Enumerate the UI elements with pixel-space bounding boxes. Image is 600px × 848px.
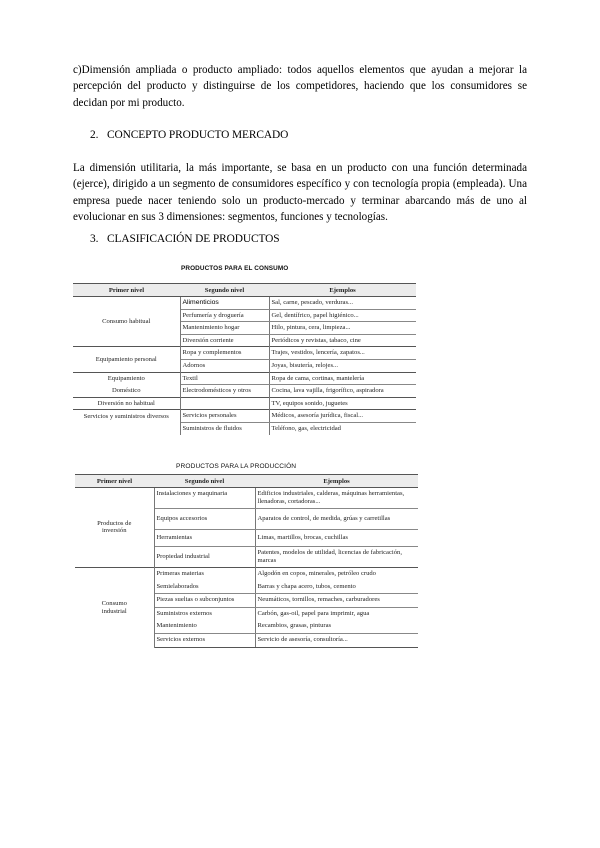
second-level-cell: Mantenimiento hogar [180, 322, 269, 335]
example-cell: Edificios industriales, calderas, máquinas herramientas, llenadoras, cortadoras... [255, 488, 418, 509]
second-level-cell: Servicios externos [154, 633, 255, 647]
second-level-cell: Suministros externos [154, 607, 255, 620]
table-row [73, 347, 416, 360]
first-level-cell: Servicios y suministros diversos [73, 410, 180, 423]
second-level-cell: Servicios personales [180, 410, 269, 423]
first-level-cell: Diversión no habitual [73, 397, 180, 410]
example-cell: Teléfono, gas, electricidad [271, 424, 341, 432]
column-header: Segundo nivel [154, 475, 255, 488]
second-level-cell: Adornos [180, 359, 269, 372]
column-header: Primer nivel [75, 475, 154, 488]
example-cell: Gel, dentífrico, papel higiénico... [269, 309, 416, 322]
example-cell: Trajes, vestidos, lencería, zapatos... [269, 347, 416, 360]
example-cell: Neumáticos, tornillos, remaches, carburadores [255, 593, 418, 607]
example-cell: Joyas, bisutería, relojes... [271, 361, 338, 369]
second-level-cell: Perfumería y droguería [180, 309, 269, 322]
example-cell: Sal, carne, pescado, verduras... [269, 297, 416, 310]
table-row [73, 372, 416, 385]
example-cell: Recambios, grasas, pinturas [255, 620, 418, 634]
second-level-cell: Textil [180, 372, 269, 385]
example-cell: Periódicos y revistas, tabaco, cine [271, 336, 361, 344]
table-row [73, 397, 416, 410]
table-row [75, 488, 418, 509]
table-row [75, 567, 418, 581]
second-level-cell: Instalaciones y maquinaria [154, 488, 255, 509]
column-header: Ejemplos [255, 475, 418, 488]
second-level-cell: Electrodomésticos y otros [180, 385, 269, 398]
example-cell: Carbón, gas-oil, papel para imprimir, agua [257, 609, 370, 617]
first-level-cell [75, 567, 154, 647]
example-cell: Médicos, asesoría jurídica, fiscal... [269, 410, 416, 423]
example-cell: TV, equipos sonido, juguetes [269, 397, 416, 410]
produccion-table [75, 474, 418, 648]
first-level-cell [73, 422, 180, 434]
section-3-number: 3. [90, 233, 99, 245]
example-cell: Hilo, pintura, cera, limpieza... [269, 322, 416, 335]
second-level-cell: Suministros de fluidos [180, 422, 269, 434]
section-3-heading [90, 233, 280, 245]
example-cell: Aparatos de control, de medida, grúas y carretillas [255, 509, 418, 530]
table-header-row [75, 475, 418, 488]
section-2-title: CONCEPTO PRODUCTO MERCADO [107, 129, 289, 141]
example-cell: Servicio de asesoría, consultoría... [255, 633, 418, 647]
table-row [73, 385, 416, 398]
example-cell: Barras y chapa acero, tubos, cemento [255, 581, 418, 594]
section-2-heading [90, 129, 288, 141]
second-level-cell: Propiedad industrial [154, 546, 255, 567]
first-level-line: Productos de [97, 519, 132, 527]
section-2-number: 2. [90, 129, 99, 141]
consumo-table-caption: PRODUCTOS PARA EL CONSUMO [181, 265, 289, 272]
consumo-table [73, 283, 416, 435]
first-level-cell: Equipamiento [73, 372, 180, 385]
section-3-title: CLASIFICACIÓN DE PRODUCTOS [107, 233, 280, 245]
column-header: Ejemplos [269, 284, 416, 297]
second-level-cell: Herramientas [154, 530, 255, 547]
table-header-row [73, 284, 416, 297]
second-level-cell: Alimenticios [180, 297, 269, 310]
second-level-cell: Semielaborados [154, 581, 255, 594]
first-level-cell: Consumo habitual [73, 297, 180, 347]
example-cell: Cocina, lava vajilla, frigorífico, aspiradora [271, 387, 384, 395]
table-row [73, 297, 416, 310]
produccion-table-caption: PRODUCTOS PARA LA PRODUCCIÓN [176, 463, 297, 470]
first-level-line: inversión [101, 527, 127, 535]
second-level-cell: Equipos accesorios [154, 509, 255, 530]
second-level-cell: Diversión corriente [180, 334, 269, 347]
first-level-line: Consumo [101, 599, 127, 607]
second-level-cell: Mantenimiento [154, 620, 255, 634]
first-level-cell: Equipamiento personal [73, 347, 180, 372]
table-row [73, 410, 416, 423]
first-level-line: industrial [101, 607, 127, 615]
second-level-cell [180, 397, 269, 410]
first-level-cell [75, 488, 154, 568]
table-row [73, 422, 416, 434]
example-cell: Limas, martillos, brocas, cuchillas [255, 530, 418, 547]
example-cell: Patentes, modelos de utilidad, licencias de fabricación, marcas [257, 549, 402, 564]
second-level-cell: Ropa y complementos [180, 347, 269, 360]
second-level-cell: Piezas sueltas o subconjuntos [154, 593, 255, 607]
intro-paragraph: c)Dimensión ampliada o producto ampliado: todos aquellos elementos que ayudan a mejorar la percepción del producto y distinguirse de los competidores, haciendo que los consumidores se decidan por mi producto. [73, 64, 527, 109]
section-2-paragraph: La dimensión utilitaria, la más importante, se basa en un producto con una función determinada (ejerce), dirigido a un segmento de consumidores específico y con tecnología propia (empleada). Una empresa puede nacer teniendo solo un producto-mercado y terminar abarcando más de uno al evolucionar en sus 3 dimensiones: segmentos, funciones y tecnologías. [73, 162, 527, 224]
example-cell: Algodón en copos, minerales, petróleo crudo [255, 567, 418, 581]
second-level-cell: Primeras materias [154, 567, 255, 581]
example-cell: Ropa de cama, cortinas, mantelería [269, 372, 416, 385]
column-header: Primer nivel [73, 284, 180, 297]
first-level-cell: Doméstico [73, 385, 180, 398]
column-header: Segundo nivel [180, 284, 269, 297]
